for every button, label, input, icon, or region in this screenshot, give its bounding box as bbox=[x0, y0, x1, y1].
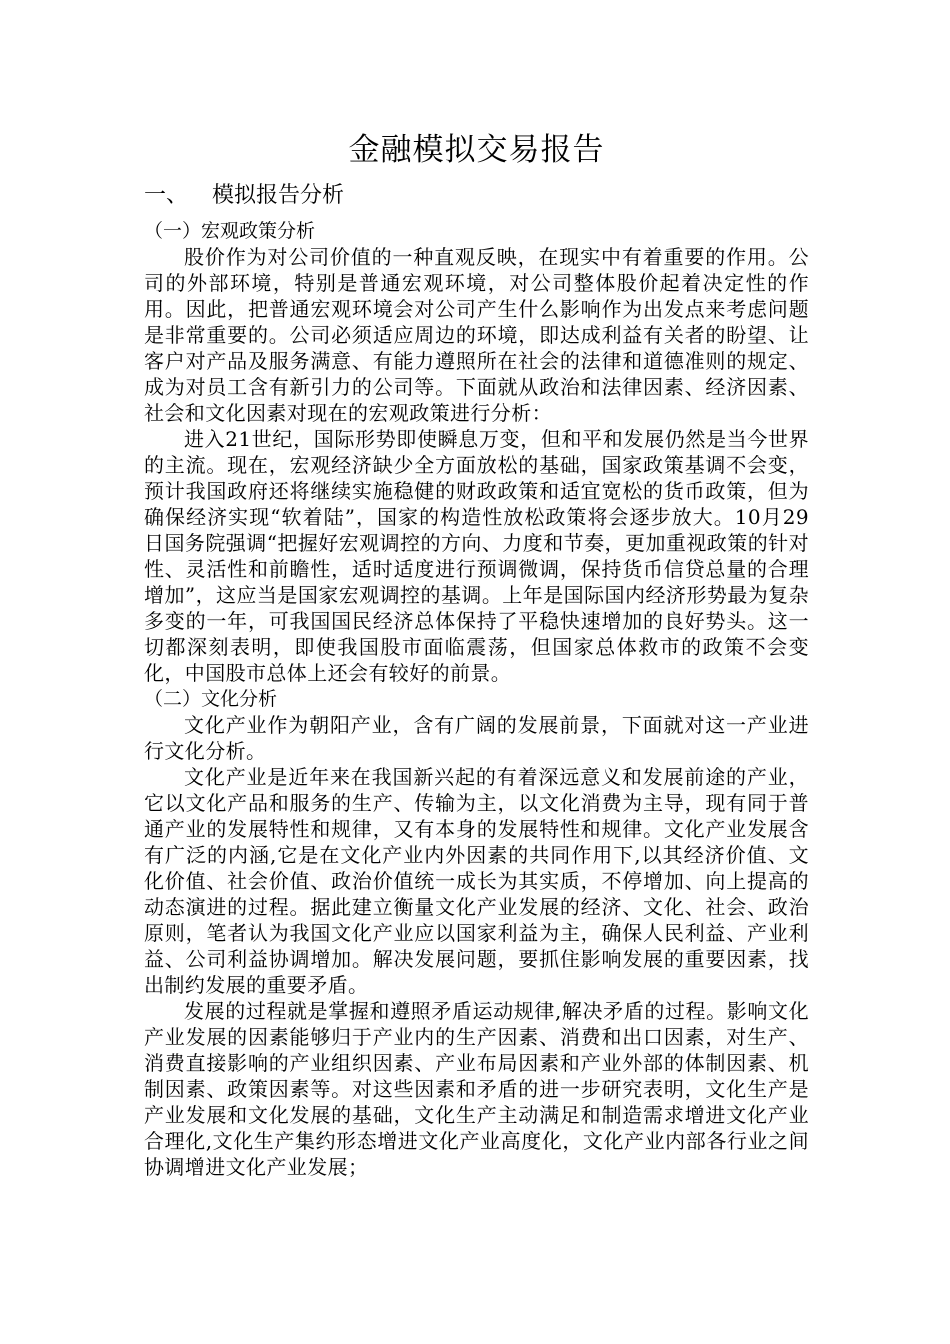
paragraph: 进入21世纪，国际形势即使瞬息万变，但和平和发展仍然是当今世界的主流。现在，宏观经济缺少全方面放松的基础，国家政策基调不会变，预计我国政府还将继续实施稳健的财政政策和适宜宽松的货币政策，但为确保经济实现“软着陆”，国家的构造性放松政策将会逐步放大。10月29日国务院强调“把握好宏观调控的方向、力度和节奏，更加重视政策的针对性、灵活性和前瞻性，适时适度进行预调微调，保持货币信贷总量的合理增加”，这应当是国家宏观调控的基调。上年是国际国内经济形势最为复杂多变的一年，可我国国民经济总体保持了平稳快速增加的良好势头。这一切都深刻表明，即使我国股市面临震荡，但国家总体救市的政策不会变化，中国股市总体上还会有较好的前景。 bbox=[144, 427, 809, 685]
paragraph: 发展的过程就是掌握和遵照矛盾运动规律,解决矛盾的过程。影响文化产业发展的因素能够归于产业内的生产因素、消费和出口因素，对生产、消费直接影响的产业组织因素、产业布局因素和产业外部的体制因素、机制因素、政策因素等。对这些因素和矛盾的进一步研究表明，文化生产是产业发展和文化发展的基础，文化生产主动满足和制造需求增进文化产业合理化,文化生产集约形态增进文化产业高度化，文化产业内部各行业之间协调增进文化产业发展； bbox=[144, 999, 809, 1179]
document-title: 金融模拟交易报告 bbox=[348, 132, 605, 168]
paragraph: 股价作为对公司价值的一种直观反映，在现实中有着重要的作用。公司的外部环境，特别是普通宏观环境，对公司整体股价起着决定性的作用。因此，把普通宏观环境会对公司产生什么影响作为出发点来考虑问题是非常重要的。公司必须适应周边的环境，即达成利益有关者的盼望、让客户对产品及服务满意、有能力遵照所在社会的法律和道德准则的规定、成为对员工含有新引力的公司等。下面就从政治和法律因素、经济因素、社会和文化因素对现在的宏观政策进行分析： bbox=[144, 245, 809, 425]
document-body bbox=[144, 126, 809, 1180]
paragraph: 文化产业是近年来在我国新兴起的有着深远意义和发展前途的产业，它以文化产品和服务的生产、传输为主，以文化消费为主导，现有同于普通产业的发展特性和规律，又有本身的发展特性和规律。文化产业发展含有广泛的内涵,它是在文化产业内外因素的共同作用下,以其经济价值、文化价值、社会价值、政治价值统一成长为其实质，不停增加、向上提高的动态演进的过程。据此建立衡量文化产业发展的经济、文化、社会、政治原则，笔者认为我国文化产业应以国家利益为主，确保人民利益、产业利益、公司利益协调增加。解决发展问题，要抓住影响发展的重要因素，找出制约发展的重要矛盾。 bbox=[144, 765, 809, 997]
section-heading-text: 模拟报告分析 bbox=[212, 183, 345, 208]
section-number: 一、 bbox=[144, 183, 189, 208]
subsection-heading-culture: （二）文化分析 bbox=[144, 688, 278, 710]
paragraph: 文化产业作为朝阳产业，含有广阔的发展前景，下面就对这一产业进行文化分析。 bbox=[144, 713, 809, 763]
section-heading bbox=[144, 178, 809, 214]
subsection-heading-macro-policy: （一）宏观政策分析 bbox=[144, 220, 316, 242]
